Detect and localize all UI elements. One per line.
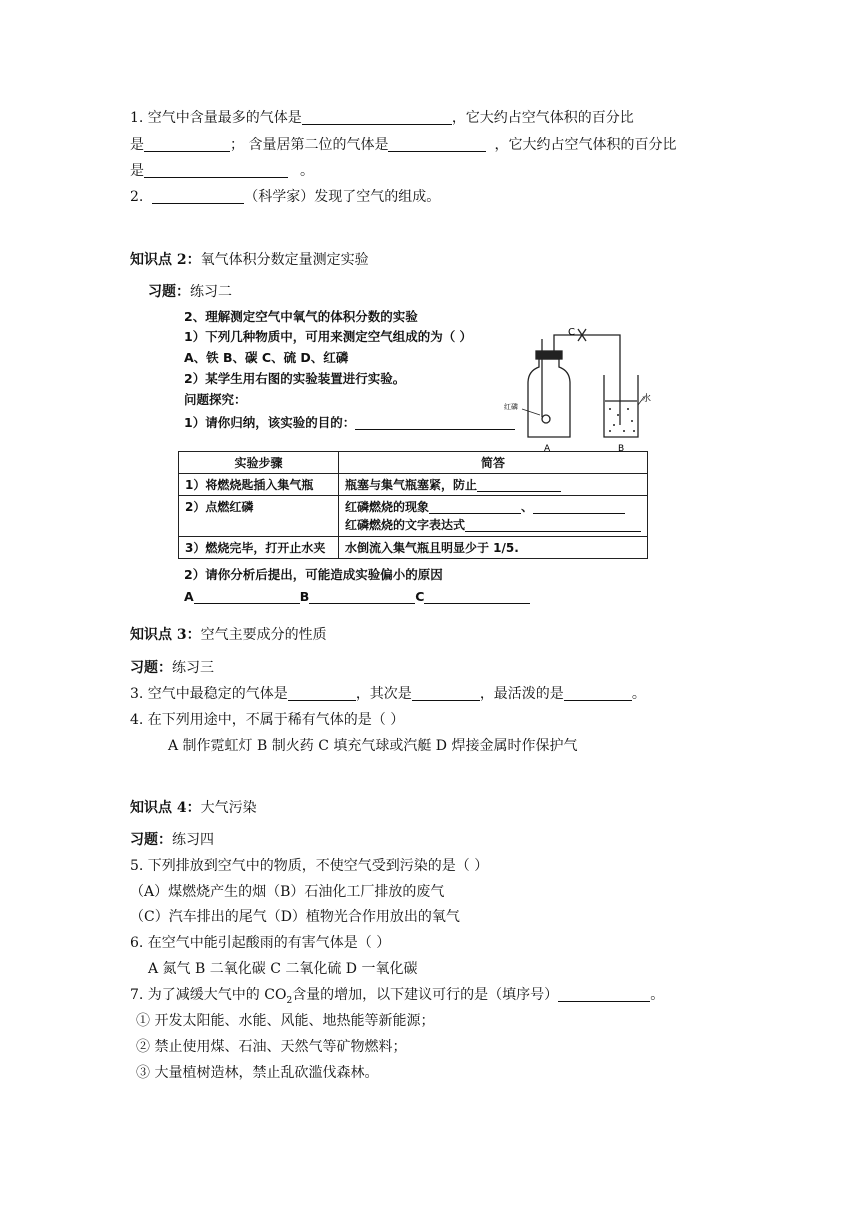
answer-blank[interactable] xyxy=(194,589,300,604)
answer-blank[interactable] xyxy=(144,137,230,152)
figure-line: 2）请你分析后提出，可能造成实验偏小的原因 xyxy=(184,567,443,582)
table-cell: 1）将燃烧匙插入集气瓶 xyxy=(179,474,339,496)
table-header-row xyxy=(179,452,648,474)
answer-blank[interactable] xyxy=(429,499,521,514)
question-4-options: A 制作霓虹灯 B 制火药 C 填充气球或汽艇 D 焊接金属时作保护气 xyxy=(168,738,578,754)
answer-blank[interactable] xyxy=(533,499,625,514)
water-label: 水 xyxy=(642,394,652,404)
answer-blank[interactable] xyxy=(564,686,632,701)
figure-line: 2）某学生用右图的实验装置进行实验。 xyxy=(184,371,406,386)
figure-line: 问题探究： xyxy=(184,392,247,407)
table-cell: 2）点燃红磷 xyxy=(179,496,339,537)
beaker-b-label: B xyxy=(618,444,625,454)
knowledge-point-3-heading: 知识点 3：空气主要成分的性质 xyxy=(130,627,327,643)
figure-line: A、铁 B、碳 C、硫 D、红磷 xyxy=(184,350,349,365)
table-row xyxy=(179,496,648,537)
answer-blank[interactable] xyxy=(477,477,561,492)
answer-blank[interactable] xyxy=(152,189,244,204)
table-cell: 3）燃烧完毕，打开止水夹 xyxy=(179,537,339,559)
knowledge-point-4-heading: 知识点 4：大气污染 xyxy=(130,800,257,816)
question-1-line-3: 是 。 xyxy=(130,163,314,179)
answer-blank[interactable] xyxy=(465,517,641,532)
answer-blank[interactable] xyxy=(144,163,288,178)
answer-blank[interactable] xyxy=(302,110,452,125)
figure-line: 2、理解测定空气中氧气的体积分数的实验 xyxy=(184,309,418,324)
clamp-label: C xyxy=(568,327,575,338)
table-cell: 红磷燃烧的现象 、 红磷燃烧的文字表达式 xyxy=(338,496,647,537)
exercise-4-heading: 习题：练习四 xyxy=(130,832,214,848)
suggestion-3: ③ 大量植树造林，禁止乱砍滥伐森林。 xyxy=(136,1065,379,1081)
answer-blank[interactable] xyxy=(424,589,530,604)
table-row xyxy=(179,474,648,496)
table-row xyxy=(179,537,648,559)
red-phosphorus-label: 红磷 xyxy=(504,403,518,411)
answer-blank[interactable] xyxy=(558,987,650,1002)
question-6-options: A 氮气 B 二氧化碳 C 二氧化硫 D 一氧化碳 xyxy=(148,961,418,977)
question-5-options-cd: （C）汽车排出的尾气（D）植物光合作用放出的氧气 xyxy=(130,909,460,925)
bottle-a-label: A xyxy=(544,444,551,454)
table-header: 实验步骤 xyxy=(179,452,339,474)
question-3: 3. 空气中最稳定的气体是 ，其次是 ，最活泼的是 。 xyxy=(130,686,646,702)
question-5: 5. 下列排放到空气中的物质，不使空气受到污染的是（ ） xyxy=(130,858,489,874)
figure-options: A B C xyxy=(184,589,530,605)
oxygen-experiment-figure xyxy=(176,305,656,607)
question-1-line-1: 1. 空气中含量最多的气体是 ，它大约占空气体积的百分比 xyxy=(130,110,634,126)
answer-blank[interactable] xyxy=(412,686,480,701)
table-cell: 水倒流入集气瓶且明显少于 1/5. xyxy=(338,537,647,559)
knowledge-point-2-heading: 知识点 2：氧气体积分数定量测定实验 xyxy=(130,252,369,268)
answer-blank[interactable] xyxy=(309,589,415,604)
exercise-3-heading: 习题：练习三 xyxy=(130,660,214,676)
figure-line: 1）下列几种物质中，可用来测定空气组成的为（ ） xyxy=(184,329,473,344)
question-1-line-2: 是 ； 含量居第二位的气体是 ，它大约占空气体积的百分比 xyxy=(130,137,677,153)
question-5-options-ab: （A）煤燃烧产生的烟（B）石油化工厂排放的废气 xyxy=(130,884,445,900)
answer-blank[interactable] xyxy=(288,686,356,701)
answer-blank[interactable] xyxy=(388,137,486,152)
question-2: 2. （科学家）发现了空气的组成。 xyxy=(130,189,441,205)
figure-line: 1）请你归纳，该实验的目的： xyxy=(184,415,515,431)
apparatus-diagram xyxy=(504,325,656,455)
question-4: 4. 在下列用途中，不属于稀有气体的是（ ） xyxy=(130,712,405,728)
suggestion-2: ② 禁止使用煤、石油、天然气等矿物燃料； xyxy=(136,1039,407,1055)
table-header: 简答 xyxy=(338,452,647,474)
table-cell: 瓶塞与集气瓶塞紧，防止 xyxy=(338,474,647,496)
question-6: 6. 在空气中能引起酸雨的有害气体是（ ） xyxy=(130,935,391,951)
experiment-table xyxy=(178,451,648,559)
suggestion-1: ① 开发太阳能、水能、风能、地热能等新能源； xyxy=(136,1013,435,1029)
answer-blank[interactable] xyxy=(355,415,515,430)
question-7: 7. 为了减缓大气中的 $CO_2$含量的增加，以下建议可行的是（填序号） 。 xyxy=(130,987,665,1006)
exercise-2-heading: 习题：练习二 xyxy=(148,284,232,300)
